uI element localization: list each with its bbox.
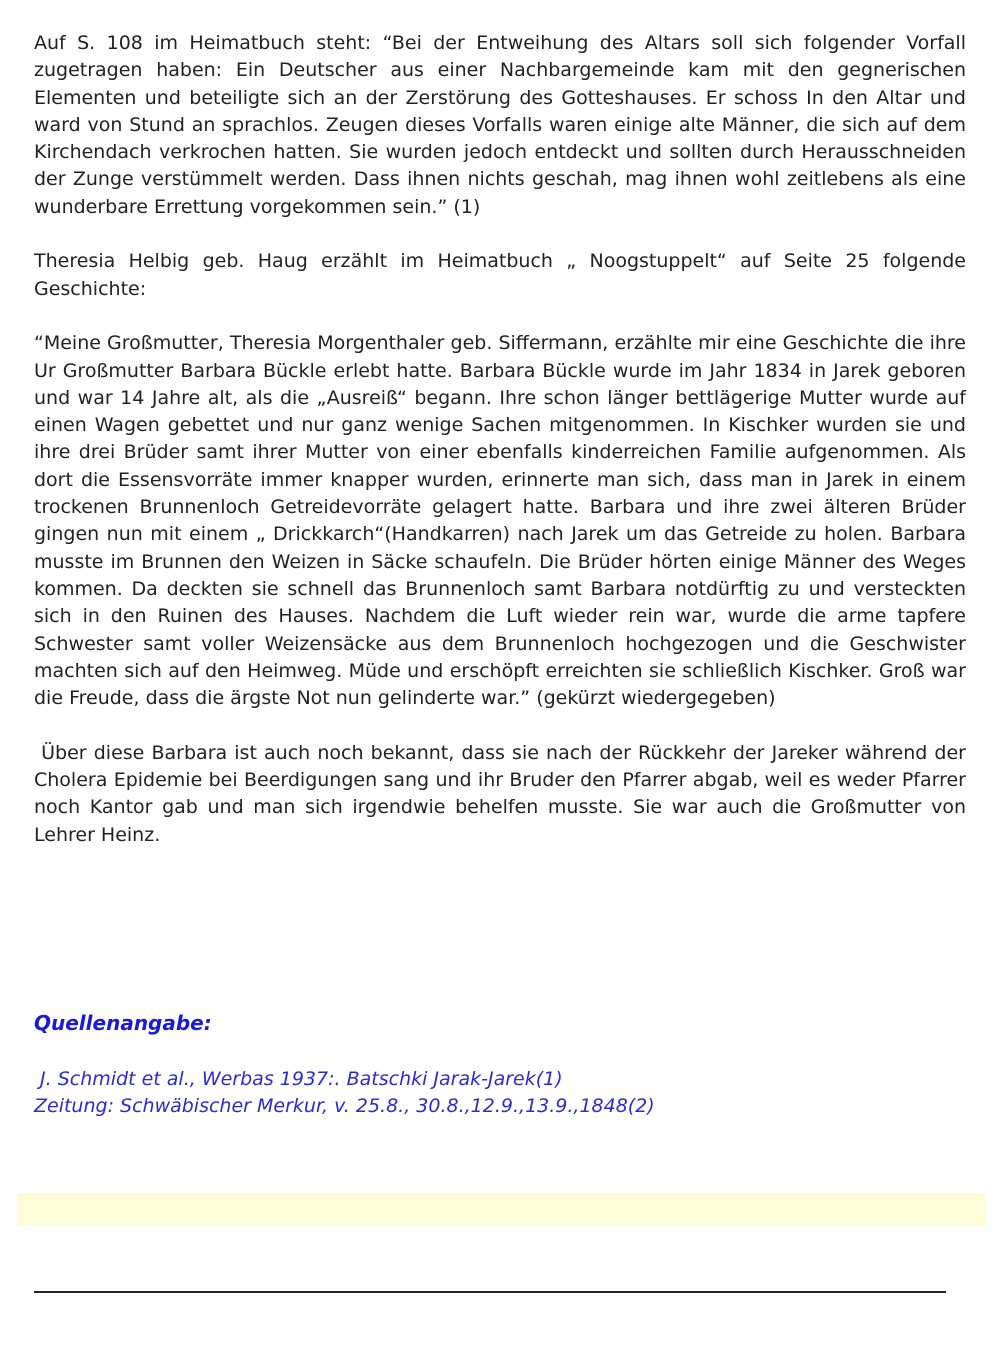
article-body	[34, 30, 973, 876]
source-item: J. Schmidt et al., Werbas 1937:. Batschki Jarak-Jarek(1)	[34, 1068, 563, 1090]
highlight-band	[17, 1193, 985, 1225]
paragraph-intro-story: Theresia Helbig geb. Haug erzählt im Heimatbuch „ Noogstuppelt“ auf Seite 25 folgende Geschichte:	[34, 250, 966, 300]
sources-heading: Quellenangabe:	[34, 1011, 212, 1035]
paragraph-barbara: Über diese Barbara ist auch noch bekannt, dass sie nach der Rückkehr der Jareker während der Cholera Epidemie bei Beerdigungen sang und ihr Bruder den Pfarrer abgab, weil es weder Pfarrer noch Kantor gab und man sich irgendwie behelfen musste. Sie war auch die Großmutter von Lehrer Heinz.	[34, 741, 973, 846]
paragraph-story: “Meine Großmutter, Theresia Morgenthaler geb. Siffermann, erzählte mir eine Geschichte die ihre Ur Großmutter Barbara Bückle erlebt hatte. Barbara Bückle wurde im Jahr 1834 in Jarek geboren und war 14 Jahre alt, als die „Ausreiß“ begann. Ihre schon länger bettlägerige Mutter wurde auf einen Wagen gebettet und nur ganz wenige Sachen mitgenommen. In Kischker wurden sie und ihre drei Brüder samt ihrer Mutter von einer ebenfalls kinderreichen Familie aufgenommen. Als dort die Essensvorräte immer knapper wurden, erinnerte man sich, dass man in Jarek in einem trockenen Brunnenloch Getreidevorräte gelagert hatte. Barbara und ihre zwei älteren Brüder gingen nun mit einem „ Drickkarch“(Handkarren) nach Jarek um das Getreide zu holen. Barbara musste im Brunnen den Weizen in Säcke schaufeln. Die Brüder hörten einige Männer des Weges kommen. Da deckten sie schnell das Brunnenloch samt Barbara notdürftig zu und versteckten sich in den Ruinen des Hauses. Nachdem die Luft wieder rein war, wurde die arme tapfere Schwester samt voller Weizensäcke aus dem Brunnenloch hochgezogen und die Geschwister machten sich auf den Heimweg. Müde und erschöpft erreichten sie schließlich Kischker. Groß war die Freude, dass die ärgste Not nun gelinderte war.” (gekürzt wiedergegeben)	[34, 332, 966, 710]
paragraph-altar: Auf S. 108 im Heimatbuch steht: “Bei der Entweihung des Altars soll sich folgender Vorfall zugetragen haben: Ein Deutscher aus einer Nachbargemeinde kam mit den gegnerischen Elementen und beteiligte sich an der Zerstörung des Gotteshauses. Er schoss In den Altar und ward von Stund an sprachlos. Zeugen dieses Vorfalls waren einige alte Männer, die sich auf dem Kirchendach verkrochen hatten. Sie wurden jedoch entdeckt und sollten durch Herausschneiden der Zunge verstümmelt werden. Dass ihnen nichts geschah, mag ihnen wohl zeitlebens als eine wunderbare Errettung vorgekommen sein.” (1)	[34, 32, 966, 218]
sources-list	[34, 1066, 655, 1121]
footer-divider	[34, 1291, 946, 1293]
source-item: Zeitung: Schwäbischer Merkur, v. 25.8., 30.8.,12.9.,13.9.,1848(2)	[34, 1095, 655, 1118]
